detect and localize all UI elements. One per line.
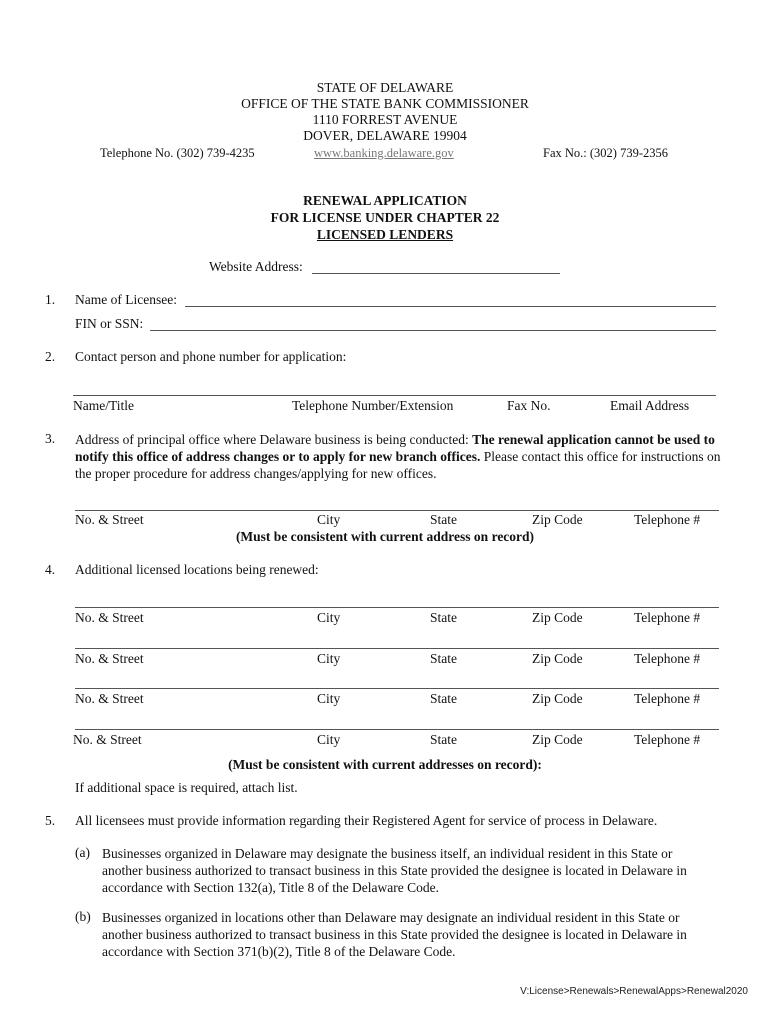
loc1-col-street: No. & Street: [75, 610, 144, 625]
contact-field[interactable]: [73, 395, 716, 396]
contact-col-fax: Fax No.: [507, 398, 551, 413]
addr-col-zip: Zip Code: [532, 512, 583, 527]
header-city: DOVER, DELAWARE 19904: [303, 128, 467, 143]
loc4-col-city: City: [317, 732, 341, 747]
header-fax: Fax No.: (302) 739-2356: [543, 146, 668, 160]
location-1-field[interactable]: [75, 607, 719, 608]
loc1-col-zip: Zip Code: [532, 610, 583, 625]
fin-field[interactable]: [150, 330, 716, 331]
loc1-col-phone: Telephone #: [634, 610, 701, 625]
header-website-link[interactable]: www.banking.delaware.gov: [314, 146, 454, 160]
licensee-label: Name of Licensee:: [75, 292, 177, 307]
title-line1: RENEWAL APPLICATION: [303, 193, 467, 208]
loc1-col-state: State: [430, 610, 457, 625]
loc3-col-phone: Telephone #: [634, 691, 701, 706]
loc3-col-state: State: [430, 691, 457, 706]
loc3-col-city: City: [317, 691, 341, 706]
loc3-col-zip: Zip Code: [532, 691, 583, 706]
licensee-field[interactable]: [185, 306, 716, 307]
header-street: 1110 FORREST AVENUE: [312, 112, 458, 127]
location-3-field[interactable]: [75, 688, 719, 689]
fin-label: FIN or SSN:: [75, 316, 144, 331]
header-office: OFFICE OF THE STATE BANK COMMISSIONER: [241, 96, 529, 111]
item3-note: (Must be consistent with current address on record): [235, 529, 535, 544]
item5-number: 5.: [45, 813, 56, 828]
website-label: Website Address:: [209, 259, 303, 274]
item5-b-label: (b): [75, 909, 91, 924]
loc2-col-phone: Telephone #: [634, 651, 701, 666]
item4-note: (Must be consistent with current addresses on record):: [228, 757, 542, 772]
item1-number: 1.: [45, 292, 56, 307]
item3-text-a: Address of principal office where Delaware business is being conducted:: [75, 432, 473, 447]
principal-address-field[interactable]: [75, 510, 719, 511]
loc2-col-state: State: [430, 651, 457, 666]
loc4-col-zip: Zip Code: [532, 732, 583, 747]
title-line2: FOR LICENSE UNDER CHAPTER 22: [270, 210, 500, 225]
loc2-col-city: City: [317, 651, 341, 666]
footer-path: V:License>Renewals>RenewalApps>Renewal2020: [520, 986, 748, 997]
addr-col-city: City: [317, 512, 341, 527]
item3-number: 3.: [45, 431, 56, 446]
loc4-col-phone: Telephone #: [634, 732, 701, 747]
item2-text: Contact person and phone number for application:: [75, 349, 347, 364]
location-2-field[interactable]: [75, 648, 719, 649]
item4-text: Additional licensed locations being renewed:: [75, 562, 319, 577]
header-state: STATE OF DELAWARE: [316, 80, 454, 95]
loc4-col-state: State: [430, 732, 457, 747]
item4-number: 4.: [45, 562, 56, 577]
item5-a-text: Businesses organized in Delaware may designate the business itself, an individual resident in this State or another business authorized to transact business in this State provided the designee is located in Delaware in accordance with Section 132(a), Title 8 of the Delaware Code.: [102, 846, 687, 895]
loc4-col-street: No. & Street: [73, 732, 142, 747]
loc2-col-street: No. & Street: [75, 651, 144, 666]
addr-col-phone: Telephone #: [634, 512, 701, 527]
loc1-col-city: City: [317, 610, 341, 625]
contact-col-email: Email Address: [610, 398, 690, 413]
item2-number: 2.: [45, 349, 56, 364]
loc3-col-street: No. & Street: [75, 691, 144, 706]
item3-text-bold: The renewal application cannot be used to notify this office of address changes or to apply for new branch offices.: [75, 432, 715, 464]
contact-col-name: Name/Title: [73, 398, 135, 413]
contact-col-phone: Telephone Number/Extension: [292, 398, 454, 413]
loc2-col-zip: Zip Code: [532, 651, 583, 666]
item3-paragraph: [75, 431, 723, 482]
item3-text-b: Please contact this office for instructions on the proper procedure for address changes/applying for new offices.: [75, 449, 721, 481]
website-field[interactable]: [312, 273, 560, 274]
addr-col-street: No. & Street: [75, 512, 144, 527]
item5-text: All licensees must provide information regarding their Registered Agent for service of process in Delaware.: [75, 813, 658, 828]
item5-b-text: Businesses organized in locations other than Delaware may designate an individual resident in this State or another business authorized to transact business in this State provided the designee is located in Delaware in accordance with Section 371(b)(2), Title 8 of the Delaware Code.: [102, 910, 687, 959]
item5-a-label: (a): [75, 845, 90, 860]
addr-col-state: State: [430, 512, 457, 527]
title-line3: LICENSED LENDERS: [316, 227, 454, 242]
location-4-field[interactable]: [75, 729, 719, 730]
item4-attach: If additional space is required, attach list.: [75, 780, 298, 795]
header-telephone: Telephone No. (302) 739-4235: [100, 146, 255, 160]
